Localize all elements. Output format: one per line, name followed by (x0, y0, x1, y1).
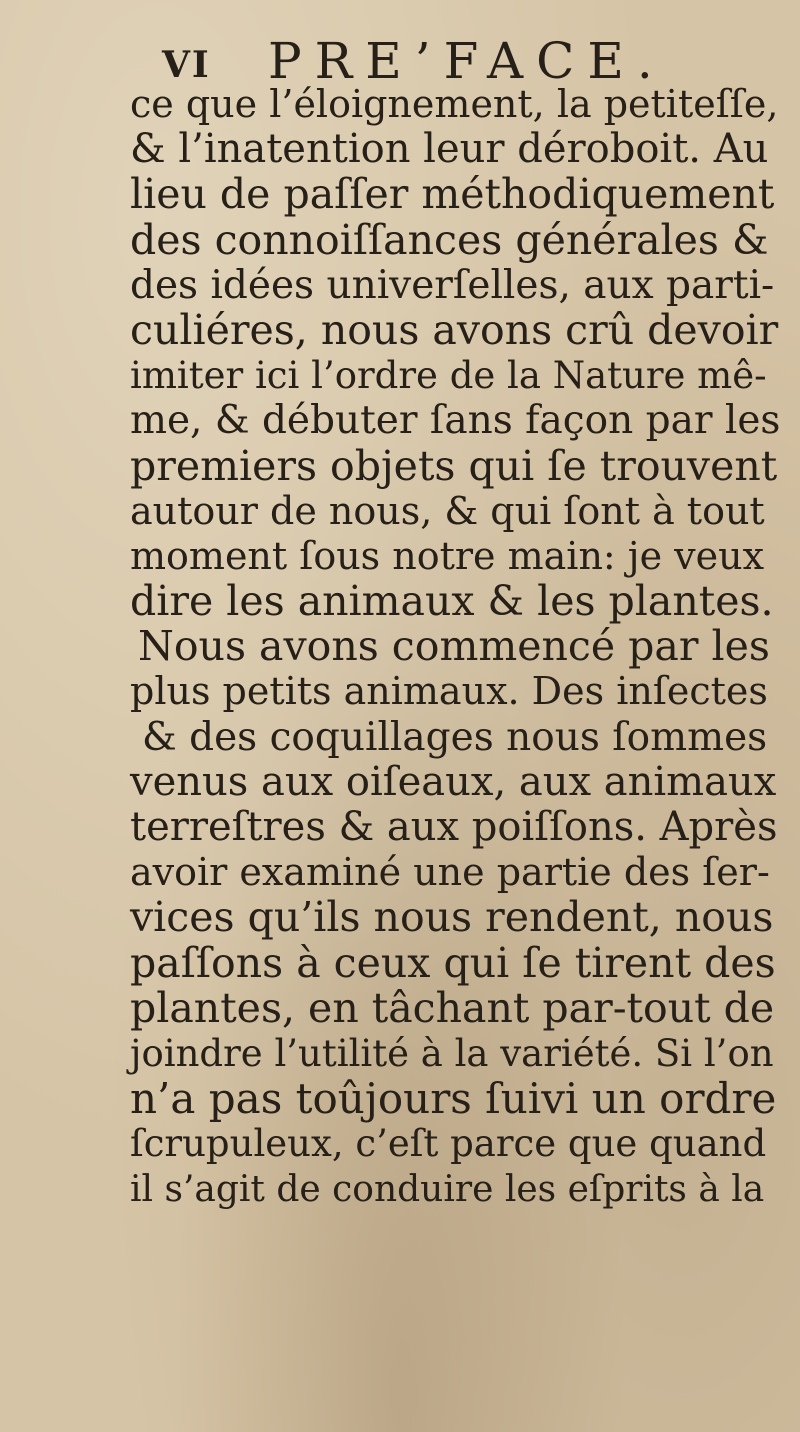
page-header (100, 18, 740, 88)
text-line: venus aux oiſeaux, aux animaux (130, 758, 777, 805)
text-line: ce que l’éloignement, la petiteſſe, (130, 82, 779, 126)
text-line: autour de nous, & qui ſont à tout (130, 488, 765, 533)
text-line: ſcrupuleux, c’eſt parce que quand (130, 1122, 767, 1166)
text-line: Nous avons commencé par les (138, 622, 770, 671)
text-line: premiers objets qui ſe trouvent (130, 441, 778, 490)
text-line: vices qu’ils nous rendent, nous (130, 893, 774, 942)
text-line: des idées univerſelles, aux parti- (130, 262, 775, 308)
page-number: VI (162, 44, 211, 86)
text-line: lieu de paſſer méthodiquement (130, 170, 775, 219)
text-line: imiter ici l’ordre de la Nature mê- (130, 354, 767, 398)
text-line: plantes, en tâchant par-tout de (130, 983, 775, 1032)
text-line: des connoiſſances générales & (130, 215, 769, 264)
text-line: & des coquillages nous ſommes (142, 714, 768, 760)
text-line: me, & débuter ſans façon par les (130, 398, 781, 444)
text-line: terreſtres & aux poiſſons. Après (130, 804, 778, 850)
text-line: paſſons à ceux qui ſe tirent des (130, 938, 776, 987)
body-text (130, 82, 780, 1212)
text-line: & l’inatention leur déroboit. Au (130, 126, 769, 173)
text-line: culiéres, nous avons crû devoir (130, 305, 779, 354)
text-line: dire les animaux & les plantes. (130, 577, 774, 626)
text-line: moment ſous notre main: je veux (130, 533, 765, 578)
text-line: plus petits animaux. Des inſectes (130, 669, 768, 714)
text-line: joindre l’utilité à la variété. Si l’on (130, 1031, 774, 1075)
running-head: PRE’FACE. (268, 32, 666, 90)
text-line: il s’agit de conduire les eſprits à la (130, 1168, 765, 1210)
text-line: n’a pas toûjours ſuivi un ordre (130, 1074, 777, 1124)
text-line: avoir examiné une partie des ſer- (130, 850, 770, 895)
